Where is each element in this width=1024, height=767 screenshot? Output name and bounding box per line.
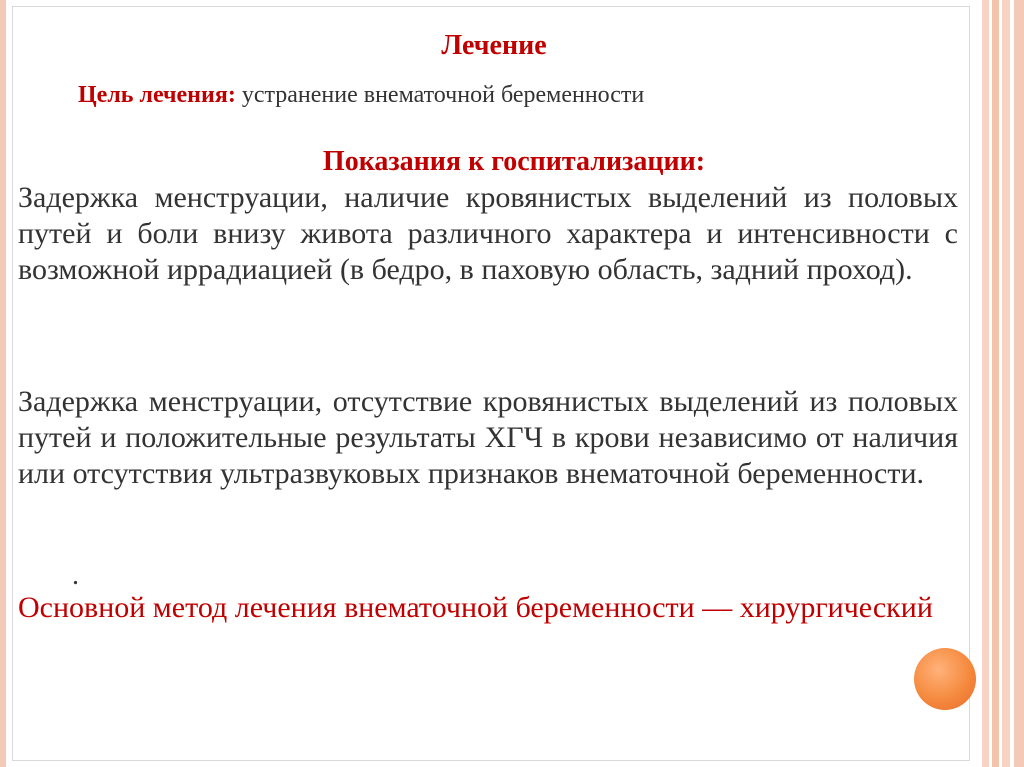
indication-paragraph-2: Задержка менструации, отсутствие кровянистых выделений из половых путей и положительные результаты ХГЧ в крови независимо от наличия или отсутствия ультразвуковых признаков внематочной беременности. xyxy=(18,385,958,490)
main-treatment-method: Основной метод лечения внематочной беременности — хирургический xyxy=(18,591,933,624)
treatment-goal xyxy=(78,82,644,109)
bullet-dot: . xyxy=(72,560,79,591)
left-frame-stripe xyxy=(0,0,6,767)
decorative-orange-circle xyxy=(914,648,976,710)
treatment-goal-label: Цель лечения: xyxy=(78,82,236,108)
indication-paragraph-1: Задержка менструации, наличие кровянистых выделений из половых путей и боли внизу живота различного характера и интенсивности с возможной иррадиацией (в бедро, в паховую область, задний проход). xyxy=(18,181,958,286)
right-frame-stripes xyxy=(974,0,1024,767)
slide-title: Лечение xyxy=(441,30,547,61)
indications-heading: Показания к госпитализации: xyxy=(322,146,706,177)
treatment-goal-text: устранение внематочной беременности xyxy=(235,82,645,108)
